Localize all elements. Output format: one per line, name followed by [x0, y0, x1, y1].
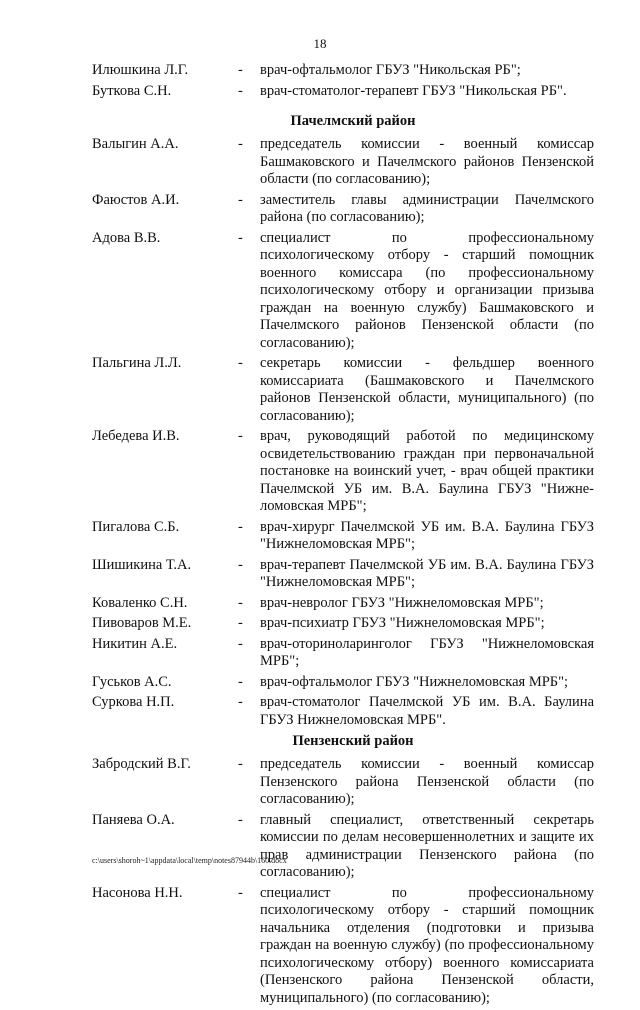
member-row [92, 355, 594, 425]
member-row [92, 595, 594, 613]
dash-separator: - [238, 62, 243, 78]
member-row [92, 83, 594, 101]
member-row [92, 519, 594, 554]
member-role: врач-стоматолог-терапевт ГБУЗ "Никольская РБ". [260, 82, 567, 99]
member-row [92, 674, 594, 692]
member-name: Адова В.В. [92, 229, 161, 246]
member-name: Фаюстов А.И. [92, 191, 180, 208]
member-name: Пивоваров М.Е. [92, 615, 192, 631]
member-name: Гуськов А.С. [92, 673, 172, 690]
dash-separator: - [238, 229, 243, 246]
member-name: Пигалова С.Б. [92, 518, 180, 535]
member-role: врач-оториноларинголог ГБУЗ "Нижнеломовская МРБ"; [260, 635, 594, 669]
member-role: врач-офтальмолог ГБУЗ "Никольская РБ"; [260, 62, 521, 78]
member-row [92, 230, 594, 353]
member-row [92, 136, 594, 189]
section-gap [92, 103, 594, 109]
member-name: Никитин А.Е. [92, 635, 178, 652]
member-name: Шишикина Т.А. [92, 556, 192, 573]
member-role: председатель комиссии - военный комиссар Башмаковского и Пачелмского районов Пензенской области (по согласованию); [260, 136, 594, 187]
member-role: специалист по профессиональному психологическому отбору - старший помощник военного комиссара (по профессиональному психологическому отбору и организации призыва граждан на военную службу) Башмаковского и Пачелмского районов Пензенской области (по согласованию); [260, 229, 594, 351]
dash-separator: - [238, 191, 243, 208]
dash-separator: - [238, 884, 243, 901]
member-role: врач-стоматолог Пачелмской УБ им. В.А. Баулина ГБУЗ Нижнеломовская МРБ". [260, 694, 594, 728]
member-name: Лебедева И.В. [92, 428, 180, 444]
member-role: врач, руководящий работой по медицинскому освидетельствованию граждан при первоначальной постановке на воинский учет, - врач общей практики Пачелмской УБ им. В.А. Баулина ГБУЗ "Нижне-ломовская МРБ"; [260, 428, 594, 514]
page-number: 18 [313, 36, 327, 51]
member-role: заместитель главы администрации Пачелмского района (по согласованию); [260, 191, 594, 225]
member-row [92, 428, 594, 516]
commission-member-list [92, 62, 594, 1010]
file-path-footer: c:\users\shoroh~1\appdata\local\temp\notes87944b\160.docx [92, 856, 287, 865]
district-heading: Пензенский район [292, 733, 414, 749]
dash-separator: - [238, 518, 243, 535]
district-heading: Пачелмский район [290, 113, 416, 129]
member-name: Илюшкина Л.Г. [92, 62, 189, 78]
member-role: врач-хирург Пачелмской УБ им. В.А. Баулина ГБУЗ "Нижнеломовская МРБ"; [260, 518, 594, 552]
member-row [92, 694, 594, 729]
dash-separator: - [238, 136, 243, 152]
member-row [92, 636, 594, 671]
member-row [92, 756, 594, 809]
member-row [92, 62, 594, 80]
member-name: Забродский В.Г. [92, 756, 191, 772]
member-role: врач-терапевт Пачелмской УБ им. В.А. Баулина ГБУЗ "Нижнеломовская МРБ"; [260, 556, 594, 590]
dash-separator: - [238, 756, 243, 772]
dash-separator: - [238, 615, 243, 631]
member-row [92, 615, 594, 633]
dash-separator: - [238, 355, 243, 371]
member-role: врач-психиатр ГБУЗ "Нижнеломовская МРБ"; [260, 615, 545, 631]
member-name: Валыгин А.А. [92, 136, 179, 152]
member-role: специалист по профессиональному психологическому отбору - старший помощник начальника отделения (подготовки и призыва граждан на военную службу) (по профессиональному психологическому отбору) военного комиссариата (Пензенского района Пензенской области, муниципального) (по согласованию); [260, 884, 594, 1006]
dash-separator: - [238, 673, 243, 690]
member-role: секретарь комиссии - фельдшер военного комиссариата (Башмаковского и Пачелмского районов Пензенской области, муниципального) (по согласованию); [260, 355, 594, 424]
member-name: Суркова Н.П. [92, 694, 175, 710]
member-name: Коваленко С.Н. [92, 594, 188, 611]
dash-separator: - [238, 811, 243, 828]
member-name: Буткова С.Н. [92, 82, 172, 99]
dash-separator: - [238, 556, 243, 573]
member-row [92, 557, 594, 592]
dash-separator: - [238, 82, 243, 99]
member-role: председатель комиссии - военный комиссар Пензенского района Пензенской области (по согласованию); [260, 756, 594, 807]
member-row [92, 885, 594, 1008]
member-row [92, 812, 594, 882]
dash-separator: - [238, 635, 243, 652]
dash-separator: - [238, 428, 243, 444]
member-role: главный специалист, ответственный секретарь комиссии по делам несовершеннолетних и защите их прав администрации Пензенского района (по согласованию); [260, 811, 594, 880]
member-role: врач-невролог ГБУЗ "Нижнеломовская МРБ"; [260, 594, 544, 611]
dash-separator: - [238, 694, 243, 710]
member-row [92, 192, 594, 227]
dash-separator: - [238, 594, 243, 611]
member-name: Паняева О.А. [92, 811, 175, 828]
member-role: врач-офтальмолог ГБУЗ "Нижнеломовская МРБ"; [260, 673, 569, 690]
member-name: Пальгина Л.Л. [92, 355, 182, 371]
member-name: Насонова Н.Н. [92, 884, 183, 901]
